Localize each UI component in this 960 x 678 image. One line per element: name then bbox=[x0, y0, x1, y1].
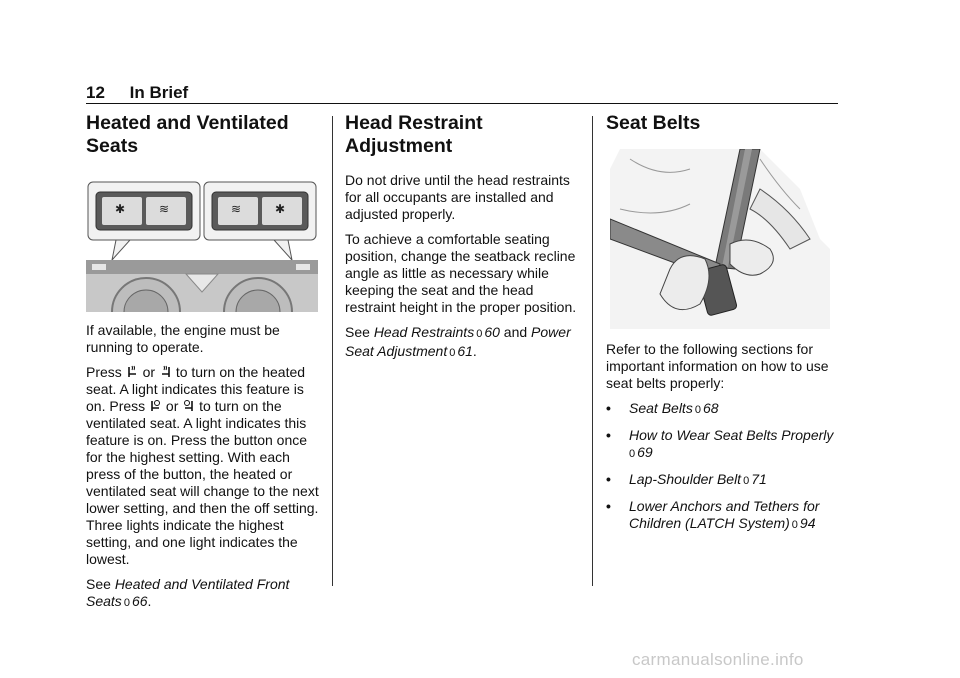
heading-heated-seats: Heated and Ventilated Seats bbox=[86, 112, 289, 157]
seat-controls-illustration bbox=[86, 180, 318, 312]
paragraph-engine: If available, the engine must be running to operate. bbox=[86, 322, 280, 355]
page-number: 12 bbox=[86, 83, 105, 102]
link-how-to-wear[interactable]: How to Wear Seat Belts Properly bbox=[629, 427, 834, 443]
seat-belt-illustration bbox=[610, 149, 830, 329]
list-item: • Lap-Shoulder Belt 0 71 bbox=[606, 471, 767, 487]
paragraph-refer: Refer to the following sections for important information on how to use seat belts properly: bbox=[606, 341, 829, 391]
section-title: In Brief bbox=[129, 83, 189, 102]
paragraph-comfortable: To achieve a comfortable seating position, change the seatback recline angle as little as necessary while keeping the seat and the head restraint height in the proper position. bbox=[345, 231, 577, 315]
svg-text:≋: ≋ bbox=[159, 202, 170, 216]
page-ref-icon: 0 bbox=[123, 597, 130, 609]
page-header bbox=[86, 83, 188, 103]
paragraph-see-restraints: See Head Restraints 0 60 and Power Seat Adjustment 0 61. bbox=[345, 324, 571, 359]
list-item: • Seat Belts 0 68 bbox=[606, 400, 719, 416]
column-heated-seats bbox=[86, 112, 322, 620]
svg-text:✱: ✱ bbox=[115, 202, 126, 216]
link-latch-system[interactable]: Lower Anchors and Tethers for Children (LATCH System) bbox=[629, 498, 820, 531]
column-head-restraint bbox=[345, 112, 580, 370]
paragraph-press: Press or to turn on the heated seat. A light indicates this feature is on. Press or to turn on the ventilated seat. A light indicates this feature is on. Press the button once for the highest setting. With each press of the button, the heated or ventilated seat will change to the next lower setting, and then the off setting. Three lights indicate the highest setting, and one light indicates the lowest. bbox=[86, 364, 319, 567]
link-seat-belts[interactable]: Seat Belts bbox=[629, 400, 693, 416]
page-ref-icon: 0 bbox=[449, 347, 456, 359]
header-rule bbox=[86, 103, 838, 104]
ventilated-seat-icon[interactable] bbox=[182, 399, 195, 412]
link-power-seat-adjustment[interactable]: Power Seat Adjustment bbox=[345, 324, 571, 359]
link-head-restraints[interactable]: Head Restraints bbox=[373, 324, 475, 340]
paragraph-do-not-drive: Do not drive until the head restraints for all occupants are installed and adjusted properly. bbox=[345, 172, 570, 222]
svg-text:≋: ≋ bbox=[231, 202, 242, 216]
heated-seat-icon[interactable] bbox=[159, 365, 172, 378]
svg-text:✱: ✱ bbox=[275, 202, 286, 216]
page-ref-icon: 0 bbox=[476, 328, 483, 340]
list-item: • How to Wear Seat Belts Properly 0 69 bbox=[606, 427, 834, 460]
heated-seat-icon[interactable] bbox=[126, 365, 139, 378]
list-item: • Lower Anchors and Tethers for Children (LATCH System) 0 94 bbox=[606, 498, 820, 531]
heading-head-restraint: Head Restraint Adjustment bbox=[345, 112, 483, 157]
watermark: carmanualsonline.info bbox=[632, 650, 804, 669]
ventilated-seat-icon[interactable] bbox=[149, 399, 162, 412]
column-divider-1 bbox=[332, 116, 333, 586]
paragraph-see-heated: See Heated and Ventilated Front Seats 0 66. bbox=[86, 576, 290, 609]
link-heated-front-seats[interactable]: Heated and Ventilated Front Seats bbox=[86, 576, 290, 609]
column-divider-2 bbox=[592, 116, 593, 586]
heading-seat-belts: Seat Belts bbox=[606, 112, 701, 134]
seat-belt-references bbox=[606, 400, 842, 534]
link-lap-shoulder-belt[interactable]: Lap-Shoulder Belt bbox=[629, 471, 742, 487]
column-seat-belts bbox=[606, 112, 842, 542]
